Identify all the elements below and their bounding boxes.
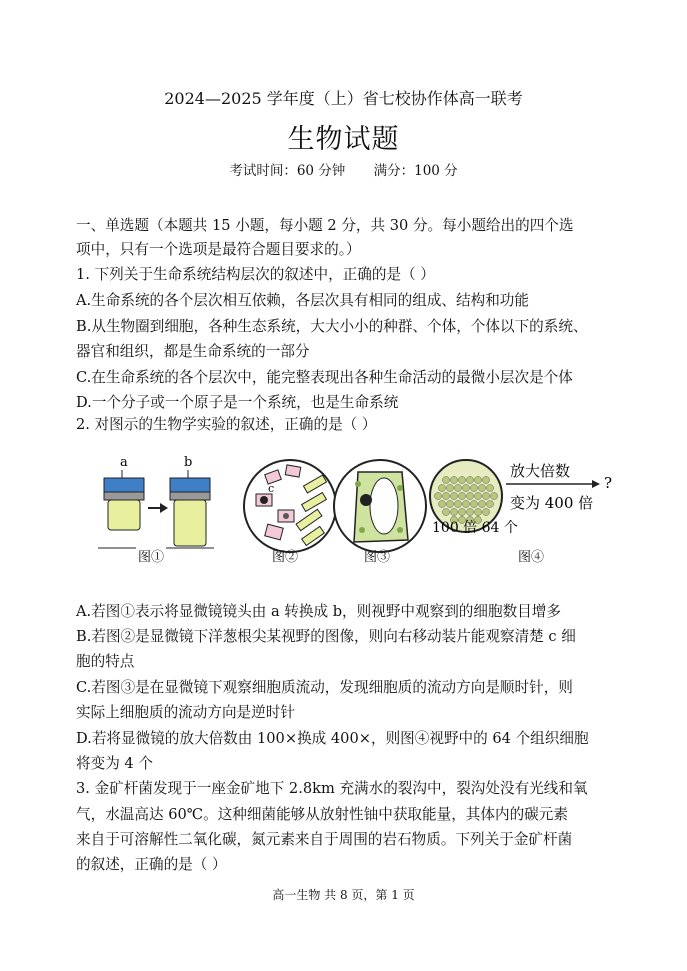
q2-option-c-line1: C.若图③是在显微镜下观察细胞质流动，发现细胞质的流动方向是顺时针，则 [76, 679, 573, 696]
figure2-root-tip [244, 460, 336, 552]
fig4-question-mark: ? [604, 474, 613, 492]
q1-option-b-line1: B.从生物圈到细胞，各种生态系统，大大小小的种群、个体，个体以下的系统、 [76, 318, 588, 335]
cell-c-label: c [268, 482, 275, 495]
fig4-text-100: 100 倍 64 个 [432, 520, 518, 536]
q2-option-d-line1: D.若将显微镜的放大倍数由 100×换成 400×，则图④视野中的 64 个组织细胞 [76, 730, 589, 747]
section-intro-line2: 项中，只有一个选项是最符合题目要求的。） [76, 241, 361, 258]
q3-line1: 3. 金矿杆菌发现于一座金矿地下 2.8km 充满水的裂沟中，裂沟处没有光线和氧 [76, 780, 588, 797]
q1-option-a: A.生命系统的各个层次相互依赖，各层次具有相同的组成、结构和功能 [76, 292, 529, 309]
q2-figure [96, 450, 618, 570]
q1-option-d: D.一个分子或一个原子是一个系统，也是生命系统 [76, 394, 399, 411]
section-intro-line1: 一、单选题（本题共 15 小题，每小题 2 分，共 30 分。每小题给出的四个选 [76, 217, 574, 234]
caption-fig3: 图③ [364, 550, 391, 565]
fig4-text-400: 变为 400 倍 [510, 494, 594, 512]
q1-option-b-line2: 器官和组织，都是生命系统的一部分 [76, 343, 310, 360]
fig4-text-magnify: 放大倍数 [510, 462, 571, 480]
q2-option-b-line1: B.若图②是显微镜下洋葱根尖某视野的图像，则向右移动装片能观察清楚 c 细 [76, 628, 576, 645]
lens-a-label: a [120, 455, 128, 470]
lens-b-label: b [184, 455, 193, 470]
caption-fig1: 图① [138, 550, 165, 565]
exam-title: 生物试题 [287, 124, 400, 155]
q2-option-d-line2: 将变为 4 个 [76, 755, 153, 772]
figure1-lenses [98, 455, 214, 548]
q2-stem: 2. 对图示的生物学实验的叙述，正确的是（ ） [76, 416, 377, 433]
q2-option-a: A.若图①表示将显微镜镜头由 a 转换成 b，则视野中观察到的细胞数目增多 [76, 603, 561, 620]
caption-fig2: 图② [272, 550, 299, 565]
q1-stem: 1. 下列关于生命系统结构层次的叙述中，正确的是（ ） [76, 266, 435, 283]
exam-subtitle: 2024—2025 学年度（上）省七校协作体高一联考 [164, 89, 523, 108]
q3-line3: 来自于可溶解性二氧化碳，氮元素来自于周围的岩石物质。下列关于金矿杆菌 [76, 831, 573, 848]
caption-fig4: 图④ [518, 550, 545, 565]
q2-option-c-line2: 实际上细胞质的流动方向是逆时针 [76, 704, 295, 721]
q1-option-c: C.在生命系统的各个层次中，能完整表现出各种生命活动的最微小层次是个体 [76, 369, 573, 386]
figure3-plant-cell [334, 460, 426, 552]
page-footer: 高一生物 共 8 页，第 1 页 [272, 888, 415, 902]
figure4-tissue [430, 460, 612, 536]
exam-info [0, 159, 687, 179]
exam-score: 满分：100 分 [373, 163, 458, 179]
exam-time: 考试时间：60 分钟 [229, 163, 346, 179]
q3-line2: 气，水温高达 60℃。这种细菌能够从放射性铀中获取能量，其体内的碳元素 [76, 806, 568, 823]
q3-line4: 的叙述，正确的是（ ） [76, 856, 227, 873]
q2-option-b-line2: 胞的特点 [76, 653, 135, 670]
